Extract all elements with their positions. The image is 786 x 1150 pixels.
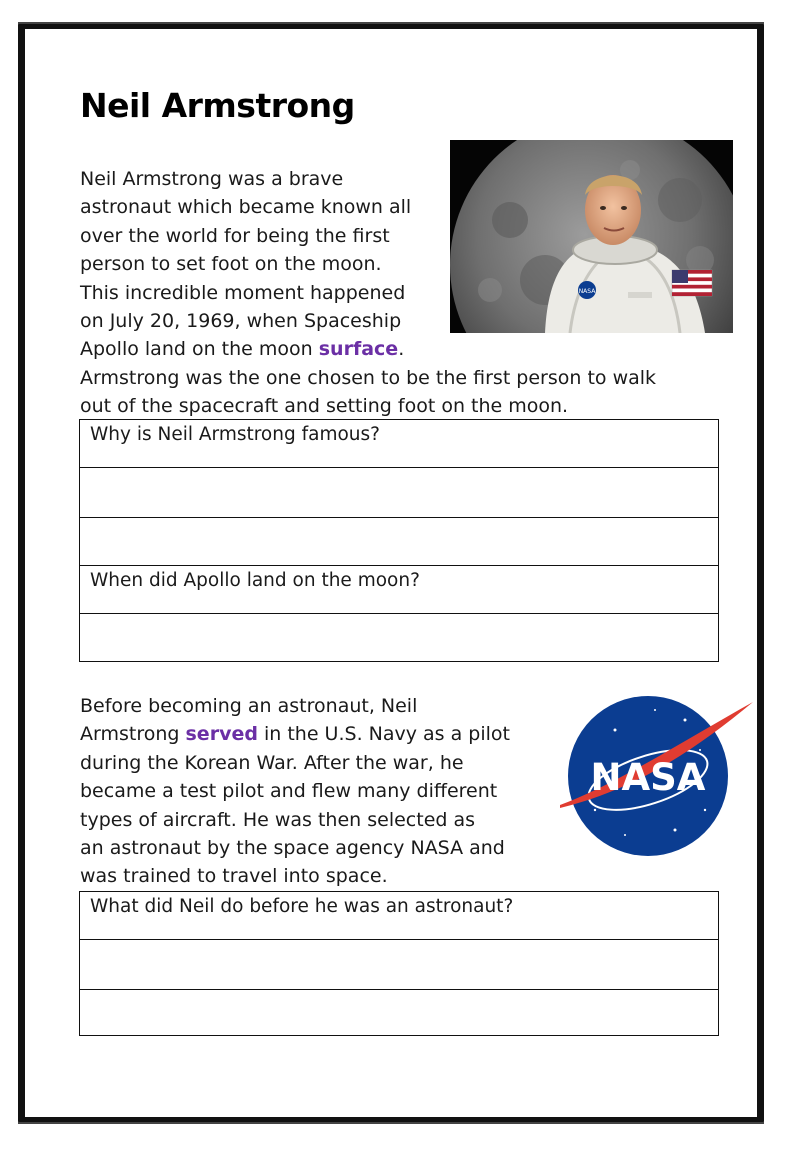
question-row: When did Apollo land on the moon?: [80, 566, 718, 614]
text-line: on July 20, 1969, when Spaceship: [80, 310, 402, 333]
text-line: became a test pilot and flew many different: [80, 780, 498, 803]
text-line: person to set foot on the moon.: [80, 253, 382, 276]
question-row: What did Neil do before he was an astronaut?: [80, 892, 718, 940]
question-table-2: [79, 891, 719, 1036]
text-line: during the Korean War. After the war, he: [80, 751, 464, 774]
text-segment: Armstrong: [80, 723, 186, 746]
text-line: an astronaut by the space agency NASA and: [80, 837, 505, 860]
text-line: Armstrong was the one chosen to be the first person to walk: [80, 366, 657, 389]
text-line: was trained to travel into space.: [80, 865, 388, 888]
astronaut-photo: [450, 140, 733, 333]
highlighted-word: surface: [318, 338, 399, 361]
question-row: Why is Neil Armstrong famous?: [80, 420, 718, 468]
highlighted-word: served: [185, 723, 258, 746]
answer-row[interactable]: [80, 940, 718, 990]
nasa-logo: [555, 690, 755, 865]
nasa-meatball-icon: [555, 690, 755, 865]
answer-row[interactable]: [80, 518, 718, 566]
text-line: astronaut which became known all: [80, 196, 412, 219]
navy-paragraph: [80, 692, 510, 891]
nasa-logo-text: NASA: [590, 756, 706, 799]
answer-row[interactable]: [80, 614, 718, 661]
text-line: over the world for being the first: [80, 224, 390, 247]
text-segment: in the U.S. Navy as a pilot: [257, 723, 510, 746]
text-line: Neil Armstrong was a brave: [80, 168, 344, 190]
text-line: types of aircraft. He was then selected as: [80, 808, 476, 831]
question-table-1: [79, 419, 719, 662]
page-title: Neil Armstrong: [80, 86, 355, 125]
text-line: [80, 720, 510, 748]
text-segment: .: [398, 338, 405, 361]
text-line: This incredible moment happened: [80, 281, 406, 304]
text-line: Before becoming an astronaut, Neil: [80, 695, 418, 717]
suit-patch-text: NASA: [578, 288, 596, 295]
text-line: out of the spacecraft and setting foot on the moon.: [80, 395, 569, 418]
text-segment: Apollo land on the moon: [80, 338, 319, 361]
answer-row[interactable]: [80, 468, 718, 518]
text-line: [80, 335, 656, 363]
astronaut-photo-illustration: [450, 140, 733, 333]
answer-row[interactable]: [80, 990, 718, 1035]
